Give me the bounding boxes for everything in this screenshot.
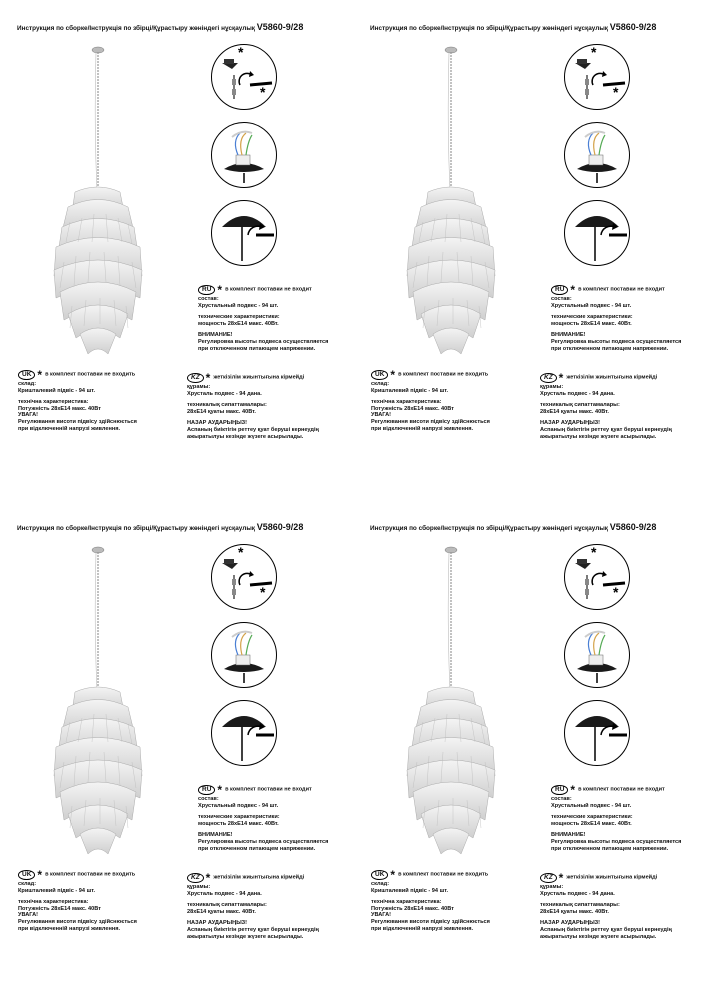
chandelier-illustration: [373, 542, 503, 862]
asterisk-icon: *: [570, 283, 576, 297]
model-number: V5860-9/28: [256, 22, 304, 32]
specs-label: технические характеристики:: [551, 814, 633, 821]
asterisk-icon: *: [205, 871, 211, 885]
specs-text: Потужність 28xE14 макс. 40Вт: [371, 905, 454, 912]
uk-section: [371, 370, 521, 432]
not-included-note: жеткізілім жиынтығына кірмейді: [566, 874, 658, 881]
specs-text: 28xE14 қуаты макс. 40Вт.: [540, 908, 609, 915]
title-text: Инструкция по сборке/Інструкція по збірці/Құрастыру жөніндегі нұсқаулық: [17, 525, 255, 532]
ru-badge: RU: [551, 285, 568, 295]
composition-label: құрамы:: [540, 884, 564, 890]
asterisk-icon: *: [390, 868, 396, 882]
composition-text: Кришталевий підвіс - 94 шт.: [371, 887, 449, 894]
specs-label: техникалық сипаттамалары:: [187, 402, 267, 409]
warning-label: ВНИМАНИЕ!: [198, 332, 233, 339]
asterisk-icon: *: [205, 371, 211, 385]
not-included-note: в комплект поставки не входит: [578, 286, 665, 293]
not-included-note: в комплект поставки не входит: [225, 786, 312, 793]
not-included-note: жеткізілім жиынтығына кірмейді: [213, 374, 305, 381]
canopy-screw-icon: [564, 44, 630, 110]
specs-text: мощность 28xE14 макс. 40Вт.: [198, 820, 279, 827]
specs-label: технические характеристики:: [198, 314, 280, 321]
instruction-sheet: [353, 0, 706, 500]
wiring-connection-icon: [564, 622, 630, 688]
warning-text-2: ажыратылуы кезінде жүзеге асырылады.: [187, 933, 304, 940]
ru-badge: RU: [198, 785, 215, 795]
kz-badge: KZ: [540, 873, 557, 883]
not-included-note: в комплект поставки не входит: [225, 286, 312, 293]
warning-text-1: Регулювання висоти підвісу здійснюється: [371, 918, 490, 925]
kz-badge: KZ: [540, 373, 557, 383]
warning-text-1: Аспаның биіктігін реттеу қуат беруші кернеудің: [187, 426, 319, 433]
uk-badge: UK: [371, 870, 388, 880]
not-included-note: жеткізілім жиынтығына кірмейді: [566, 374, 658, 381]
canopy-screw-icon: [211, 44, 277, 110]
specs-label: техникалық сипаттамалары:: [540, 902, 620, 909]
specs-text: 28xE14 қуаты макс. 40Вт.: [187, 908, 256, 915]
warning-text-1: Регулировка высоты подвеса осуществляется: [551, 338, 682, 345]
warning-label: УВАГА!: [371, 412, 392, 419]
specs-text: Потужність 28xE14 макс. 40Вт: [18, 405, 101, 412]
uk-section: [371, 870, 521, 932]
warning-label: УВАГА!: [18, 412, 39, 419]
warning-text-1: Аспаның биіктігін реттеу қуат беруші кернеудің: [187, 926, 319, 933]
ru-section: [551, 785, 701, 852]
composition-text: Хрустальный подвес - 94 шт.: [551, 802, 632, 809]
kz-section: [540, 873, 700, 940]
warning-label: НАЗАР АУДАРЫҢЫЗ!: [187, 420, 248, 427]
wiring-connection-icon: [211, 622, 277, 688]
composition-label: склад:: [371, 881, 390, 887]
model-number: V5860-9/28: [609, 22, 657, 32]
asterisk-icon: *: [37, 868, 43, 882]
specs-label: технічна характеристика:: [371, 399, 442, 406]
wiring-connection-icon: [564, 122, 630, 188]
composition-label: склад:: [371, 381, 390, 387]
uk-section: [18, 370, 168, 432]
specs-label: технічна характеристика:: [371, 899, 442, 906]
specs-text: мощность 28xE14 макс. 40Вт.: [198, 320, 279, 327]
canopy-mount-icon: [564, 700, 630, 766]
warning-label: ВНИМАНИЕ!: [551, 332, 586, 339]
svg-text:*: *: [260, 84, 266, 100]
composition-label: құрамы:: [540, 384, 564, 390]
asterisk-icon: *: [558, 371, 564, 385]
specs-text: Потужність 28xE14 макс. 40Вт: [18, 905, 101, 912]
warning-text-2: при отключенном питающем напряжении.: [551, 845, 669, 852]
sheet-title: [17, 22, 303, 32]
warning-text-1: Регулировка высоты подвеса осуществляется: [551, 838, 682, 845]
svg-text:*: *: [591, 45, 597, 60]
specs-text: 28xE14 қуаты макс. 40Вт.: [540, 408, 609, 415]
warning-text-1: Регулювання висоти підвісу здійснюється: [371, 418, 490, 425]
chandelier-illustration: [20, 542, 150, 862]
composition-text: Хрусталь подвес - 94 дана.: [187, 890, 262, 897]
canopy-mount-icon: [211, 200, 277, 266]
composition-label: состав:: [551, 796, 572, 802]
title-text: Инструкция по сборке/Інструкція по збірці/Құрастыру жөніндегі нұсқаулық: [370, 525, 608, 532]
specs-text: Потужність 28xE14 макс. 40Вт: [371, 405, 454, 412]
not-included-note: в комплект поставки не входить: [45, 371, 136, 378]
warning-label: ВНИМАНИЕ!: [198, 832, 233, 839]
composition-label: склад:: [18, 381, 37, 387]
asterisk-icon: *: [570, 783, 576, 797]
kz-badge: KZ: [187, 873, 204, 883]
ru-section: [198, 285, 348, 352]
uk-badge: UK: [371, 370, 388, 380]
asterisk-icon: *: [37, 368, 43, 382]
composition-text: Кришталевий підвіс - 94 шт.: [18, 387, 96, 394]
svg-text:*: *: [613, 84, 619, 100]
composition-text: Хрустальный подвес - 94 шт.: [198, 302, 279, 309]
instruction-sheet: [0, 500, 353, 1000]
composition-label: құрамы:: [187, 884, 211, 890]
warning-text-1: Регулировка высоты подвеса осуществляется: [198, 338, 329, 345]
specs-label: технические характеристики:: [551, 314, 633, 321]
kz-section: [187, 373, 347, 440]
ru-badge: RU: [551, 785, 568, 795]
composition-text: Хрустальный подвес - 94 шт.: [551, 302, 632, 309]
svg-text:*: *: [260, 584, 266, 600]
specs-text: мощность 28xE14 макс. 40Вт.: [551, 320, 632, 327]
svg-text:*: *: [238, 545, 244, 560]
not-included-note: жеткізілім жиынтығына кірмейді: [213, 874, 305, 881]
sheet-title: [370, 22, 656, 32]
title-text: Инструкция по сборке/Інструкція по збірці/Құрастыру жөніндегі нұсқаулық: [370, 25, 608, 32]
asterisk-icon: *: [217, 783, 223, 797]
composition-text: Хрустальный подвес - 94 шт.: [198, 802, 279, 809]
warning-text-2: при отключенном питающем напряжении.: [551, 345, 669, 352]
composition-text: Кришталевий підвіс - 94 шт.: [371, 387, 449, 394]
warning-text-2: ажыратылуы кезінде жүзеге асырылады.: [187, 433, 304, 440]
not-included-note: в комплект поставки не входить: [398, 371, 489, 378]
warning-text-2: при відключенній напрузі живлення.: [371, 925, 474, 932]
asterisk-icon: *: [558, 871, 564, 885]
model-number: V5860-9/28: [256, 522, 304, 532]
kz-section: [540, 373, 700, 440]
composition-label: состав:: [198, 796, 219, 802]
sheet-title: [370, 522, 656, 532]
svg-text:*: *: [238, 45, 244, 60]
specs-text: 28xE14 қуаты макс. 40Вт.: [187, 408, 256, 415]
warning-label: УВАГА!: [18, 912, 39, 919]
instruction-sheet: [353, 500, 706, 1000]
composition-label: состав:: [198, 296, 219, 302]
ru-section: [198, 785, 348, 852]
warning-label: ВНИМАНИЕ!: [551, 832, 586, 839]
ru-section: [551, 285, 701, 352]
specs-label: техникалық сипаттамалары:: [187, 902, 267, 909]
warning-text-2: при отключенном питающем напряжении.: [198, 345, 316, 352]
composition-text: Хрусталь подвес - 94 дана.: [187, 390, 262, 397]
specs-label: технічна характеристика:: [18, 399, 89, 406]
composition-text: Хрусталь подвес - 94 дана.: [540, 390, 615, 397]
wiring-connection-icon: [211, 122, 277, 188]
not-included-note: в комплект поставки не входить: [45, 871, 136, 878]
uk-section: [18, 870, 168, 932]
warning-text-1: Регулировка высоты подвеса осуществляется: [198, 838, 329, 845]
kz-section: [187, 873, 347, 940]
uk-badge: UK: [18, 370, 35, 380]
warning-label: НАЗАР АУДАРЫҢЫЗ!: [540, 920, 601, 927]
composition-text: Кришталевий підвіс - 94 шт.: [18, 887, 96, 894]
canopy-mount-icon: [211, 700, 277, 766]
warning-label: НАЗАР АУДАРЫҢЫЗ!: [187, 920, 248, 927]
not-included-note: в комплект поставки не входит: [578, 786, 665, 793]
kz-badge: KZ: [187, 373, 204, 383]
warning-text-1: Регулювання висоти підвісу здійснюється: [18, 918, 137, 925]
canopy-screw-icon: [211, 544, 277, 610]
title-text: Инструкция по сборке/Інструкція по збірці/Құрастыру жөніндегі нұсқаулық: [17, 25, 255, 32]
warning-text-2: ажыратылуы кезінде жүзеге асырылады.: [540, 933, 657, 940]
composition-label: құрамы:: [187, 384, 211, 390]
asterisk-icon: *: [217, 283, 223, 297]
chandelier-illustration: [373, 42, 503, 362]
warning-text-2: при відключенній напрузі живлення.: [371, 425, 474, 432]
composition-label: состав:: [551, 296, 572, 302]
warning-text-2: при відключенній напрузі живлення.: [18, 425, 121, 432]
warning-text-2: ажыратылуы кезінде жүзеге асырылады.: [540, 433, 657, 440]
svg-text:*: *: [591, 545, 597, 560]
specs-label: техникалық сипаттамалары:: [540, 402, 620, 409]
sheet-title: [17, 522, 303, 532]
uk-badge: UK: [18, 870, 35, 880]
chandelier-illustration: [20, 42, 150, 362]
not-included-note: в комплект поставки не входить: [398, 871, 489, 878]
canopy-mount-icon: [564, 200, 630, 266]
canopy-screw-icon: [564, 544, 630, 610]
composition-label: склад:: [18, 881, 37, 887]
specs-text: мощность 28xE14 макс. 40Вт.: [551, 820, 632, 827]
specs-label: технические характеристики:: [198, 814, 280, 821]
warning-text-1: Регулювання висоти підвісу здійснюється: [18, 418, 137, 425]
warning-text-2: при відключенній напрузі живлення.: [18, 925, 121, 932]
composition-text: Хрусталь подвес - 94 дана.: [540, 890, 615, 897]
warning-text-1: Аспаның биіктігін реттеу қуат беруші кернеудің: [540, 926, 672, 933]
warning-text-1: Аспаның биіктігін реттеу қуат беруші кернеудің: [540, 426, 672, 433]
model-number: V5860-9/28: [609, 522, 657, 532]
warning-text-2: при отключенном питающем напряжении.: [198, 845, 316, 852]
asterisk-icon: *: [390, 368, 396, 382]
warning-label: НАЗАР АУДАРЫҢЫЗ!: [540, 420, 601, 427]
specs-label: технічна характеристика:: [18, 899, 89, 906]
warning-label: УВАГА!: [371, 912, 392, 919]
instruction-sheet: [0, 0, 353, 500]
ru-badge: RU: [198, 285, 215, 295]
svg-text:*: *: [613, 584, 619, 600]
